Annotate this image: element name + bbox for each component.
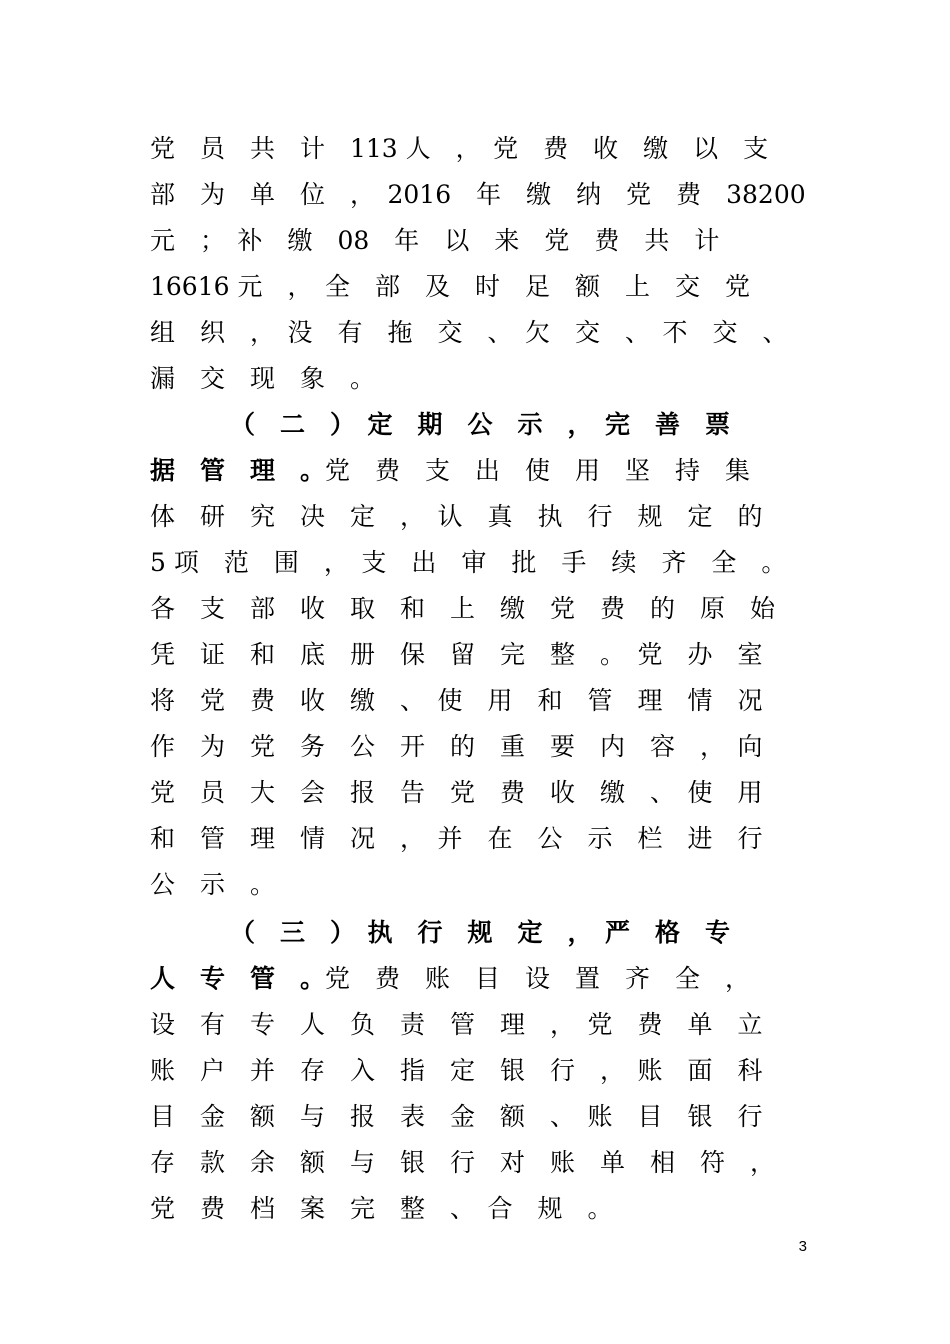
section-2-heading-cont: 据 管 理 。 — [150, 456, 326, 485]
section-2-line-10: 公 示 。 — [150, 870, 276, 899]
section-3-heading-cont: 人 专 管 。 — [150, 964, 326, 993]
paragraph-1-line-2: 部 为 单 位 ， 2016 年 缴 纳 党 费 38200 — [150, 180, 806, 209]
section-2-line-3: 5 项 范 围 ， 支 出 审 批 手 续 齐 全 。 — [150, 548, 787, 577]
section-2-line-4: 各 支 部 收 取 和 上 缴 党 费 的 原 始 — [150, 594, 776, 623]
page-number: 3 — [798, 1238, 807, 1255]
section-2-line-6: 将 党 费 收 缴 、 使 用 和 管 理 情 况 — [150, 686, 763, 715]
section-3-line-2: 设 有 专 人 负 责 管 理 ， 党 费 单 立 — [150, 1010, 763, 1039]
paragraph-1-line-5: 组 织 ， 没 有 拖 交 、 欠 交 、 不 交 、 — [150, 318, 788, 347]
section-2-line-1 — [150, 456, 750, 486]
section-3-line-6: 党 费 档 案 完 整 、 合 规 。 — [150, 1194, 613, 1223]
section-2-line-2: 体 研 究 决 定 ， 认 真 执 行 规 定 的 — [150, 502, 763, 531]
paragraph-1-line-3: 元 ； 补 缴 08 年 以 来 党 费 共 计 — [150, 226, 720, 255]
section-2-line-7: 作 为 党 务 公 开 的 重 要 内 容 ， 向 — [150, 732, 763, 761]
section-3-line-1 — [150, 964, 750, 994]
section-3-line-5: 存 款 余 额 与 银 行 对 账 单 相 符 ， — [150, 1148, 776, 1177]
section-3-heading: （ 三 ） 执 行 规 定 ， 严 格 专 — [230, 918, 731, 947]
paragraph-1-line-1: 党 员 共 计 113 人 ， 党 费 收 缴 以 支 — [150, 134, 769, 163]
paragraph-1-line-6: 漏 交 现 象 。 — [150, 364, 376, 393]
section-2-line-1-text: 党 费 支 出 使 用 坚 持 集 — [325, 456, 751, 485]
section-3-line-3: 账 户 并 存 入 指 定 银 行 ， 账 面 科 — [150, 1056, 763, 1085]
section-2-heading: （ 二 ） 定 期 公 示 ， 完 善 票 — [230, 410, 731, 439]
section-2-line-9: 和 管 理 情 况 ， 并 在 公 示 栏 进 行 — [150, 824, 763, 853]
section-2-line-8: 党 员 大 会 报 告 党 费 收 缴 、 使 用 — [150, 778, 763, 807]
paragraph-1-line-4: 16616 元 ， 全 部 及 时 足 额 上 交 党 — [150, 272, 750, 301]
section-3-line-1-text: 党 费 账 目 设 置 齐 全 ， — [325, 964, 751, 993]
section-3-line-4: 目 金 额 与 报 表 金 额 、 账 目 银 行 — [150, 1102, 763, 1131]
section-2-line-5: 凭 证 和 底 册 保 留 完 整 。 党 办 室 — [150, 640, 763, 669]
